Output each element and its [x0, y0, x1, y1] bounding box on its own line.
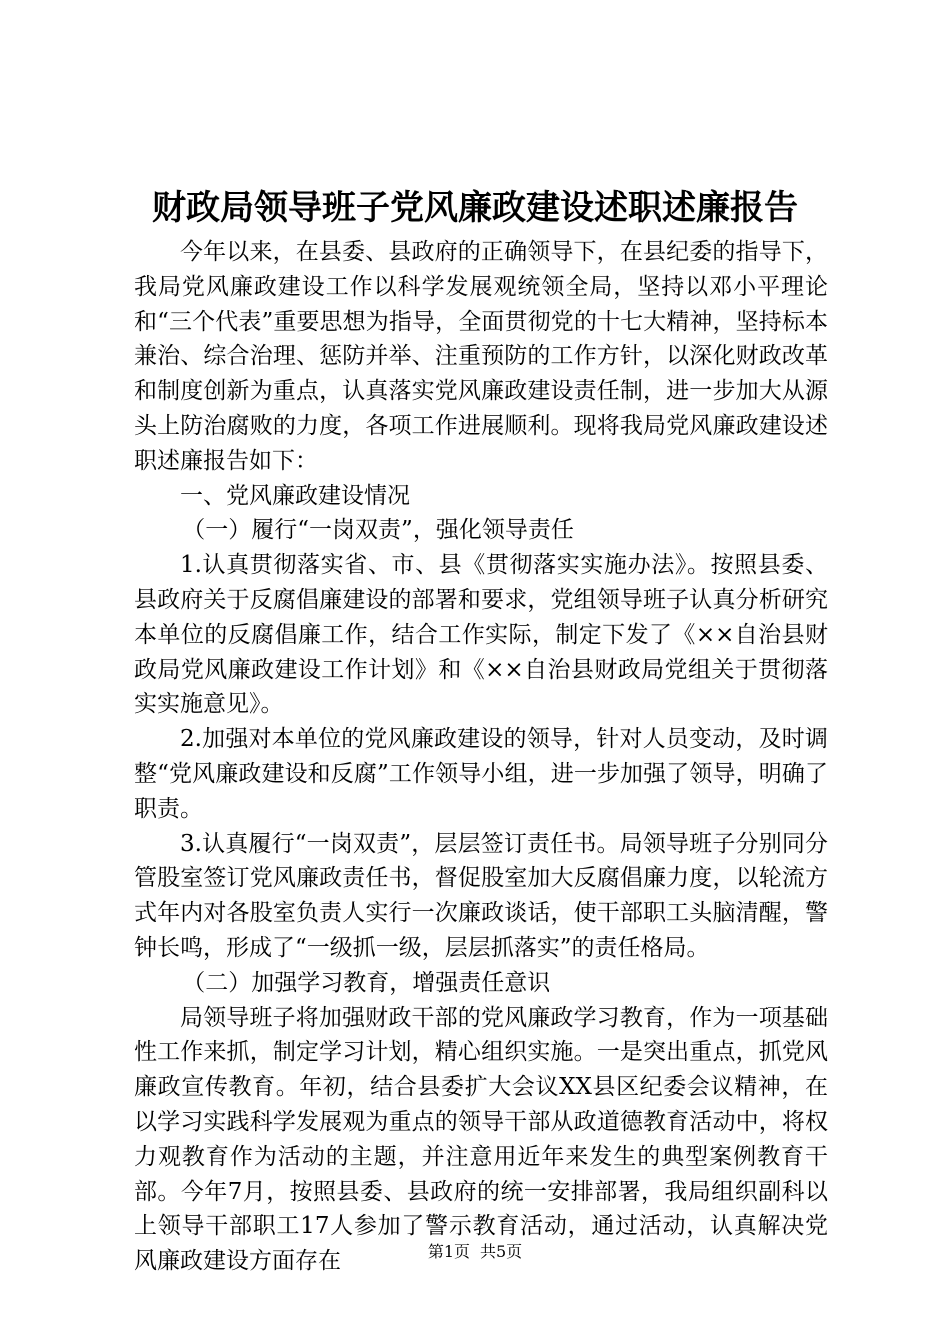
page-footer [0, 1240, 950, 1264]
paragraph-education: 局领导班子将加强财政干部的党风廉政学习教育，作为一项基础性工作来抓，制定学习计划，精心组织实施。一是突出重点，抓党风廉政宣传教育。年初，结合县委扩大会议XX县区纪委会议精神，在以学习实践科学发展观为重点的领导干部从政道德教育活动中，将权力观教育作为活动的主题，并注意用近年来发生的典型案例教育干部。今年7月，按照县委、县政府的统一安排部署，我局组织副科以上领导干部职工17人参加了警示教育活动，通过活动，认真解决党风廉政建设方面存在 [134, 1004, 828, 1275]
paragraph-intro: 今年以来，在县委、县政府的正确领导下，在县纪委的指导下，我局党风廉政建设工作以科学发展观统领全局，坚持以邓小平理论和“三个代表”重要思想为指导，全面贯彻党的十七大精神，坚持标本兼治、综合治理、惩防并举、注重预防的工作方针，以深化财政改革和制度创新为重点，认真落实党风廉政建设责任制，进一步加大从源头上防治腐败的力度，各项工作进展顺利。现将我局党风廉政建设述职述廉报告如下： [134, 239, 828, 474]
subsection-heading-2: （二）加强学习教育，增强责任意识 [182, 969, 551, 996]
page-number: 第1页 [427, 1242, 470, 1261]
subsection-heading-1: （一）履行“一岗双责”，强化领导责任 [182, 517, 574, 544]
paragraph-item-3: 3.认真履行“一岗双责”，层层签订责任书。局领导班子分别同分管股室签订党风廉政责任书，督促股室加大反腐倡廉力度，以轮流方式年内对各股室负责人实行一次廉政谈话，使干部职工头脑清醒，警钟长鸣，形成了“一级抓一级，层层抓落实”的责任格局。 [134, 830, 828, 961]
document-title: 财政局领导班子党风廉政建设述职述廉报告 [152, 188, 798, 228]
document-body [134, 235, 828, 1279]
page-total: 共5页 [480, 1242, 523, 1261]
section-heading-1: 一、党风廉政建设情况 [180, 482, 410, 509]
paragraph-item-2: 2.加强对本单位的党风廉政建设的领导，针对人员变动，及时调整“党风廉政建设和反腐”工作领导小组，进一步加强了领导，明确了职责。 [134, 726, 828, 822]
paragraph-item-1: 1.认真贯彻落实省、市、县《贯彻落实实施办法》。按照县委、县政府关于反腐倡廉建设的部署和要求，党组领导班子认真分析研究本单位的反腐倡廉工作，结合工作实际，制定下发了《××自治县财政局党风廉政建设工作计划》和《××自治县财政局党组关于贯彻落实实施意见》。 [134, 552, 828, 718]
